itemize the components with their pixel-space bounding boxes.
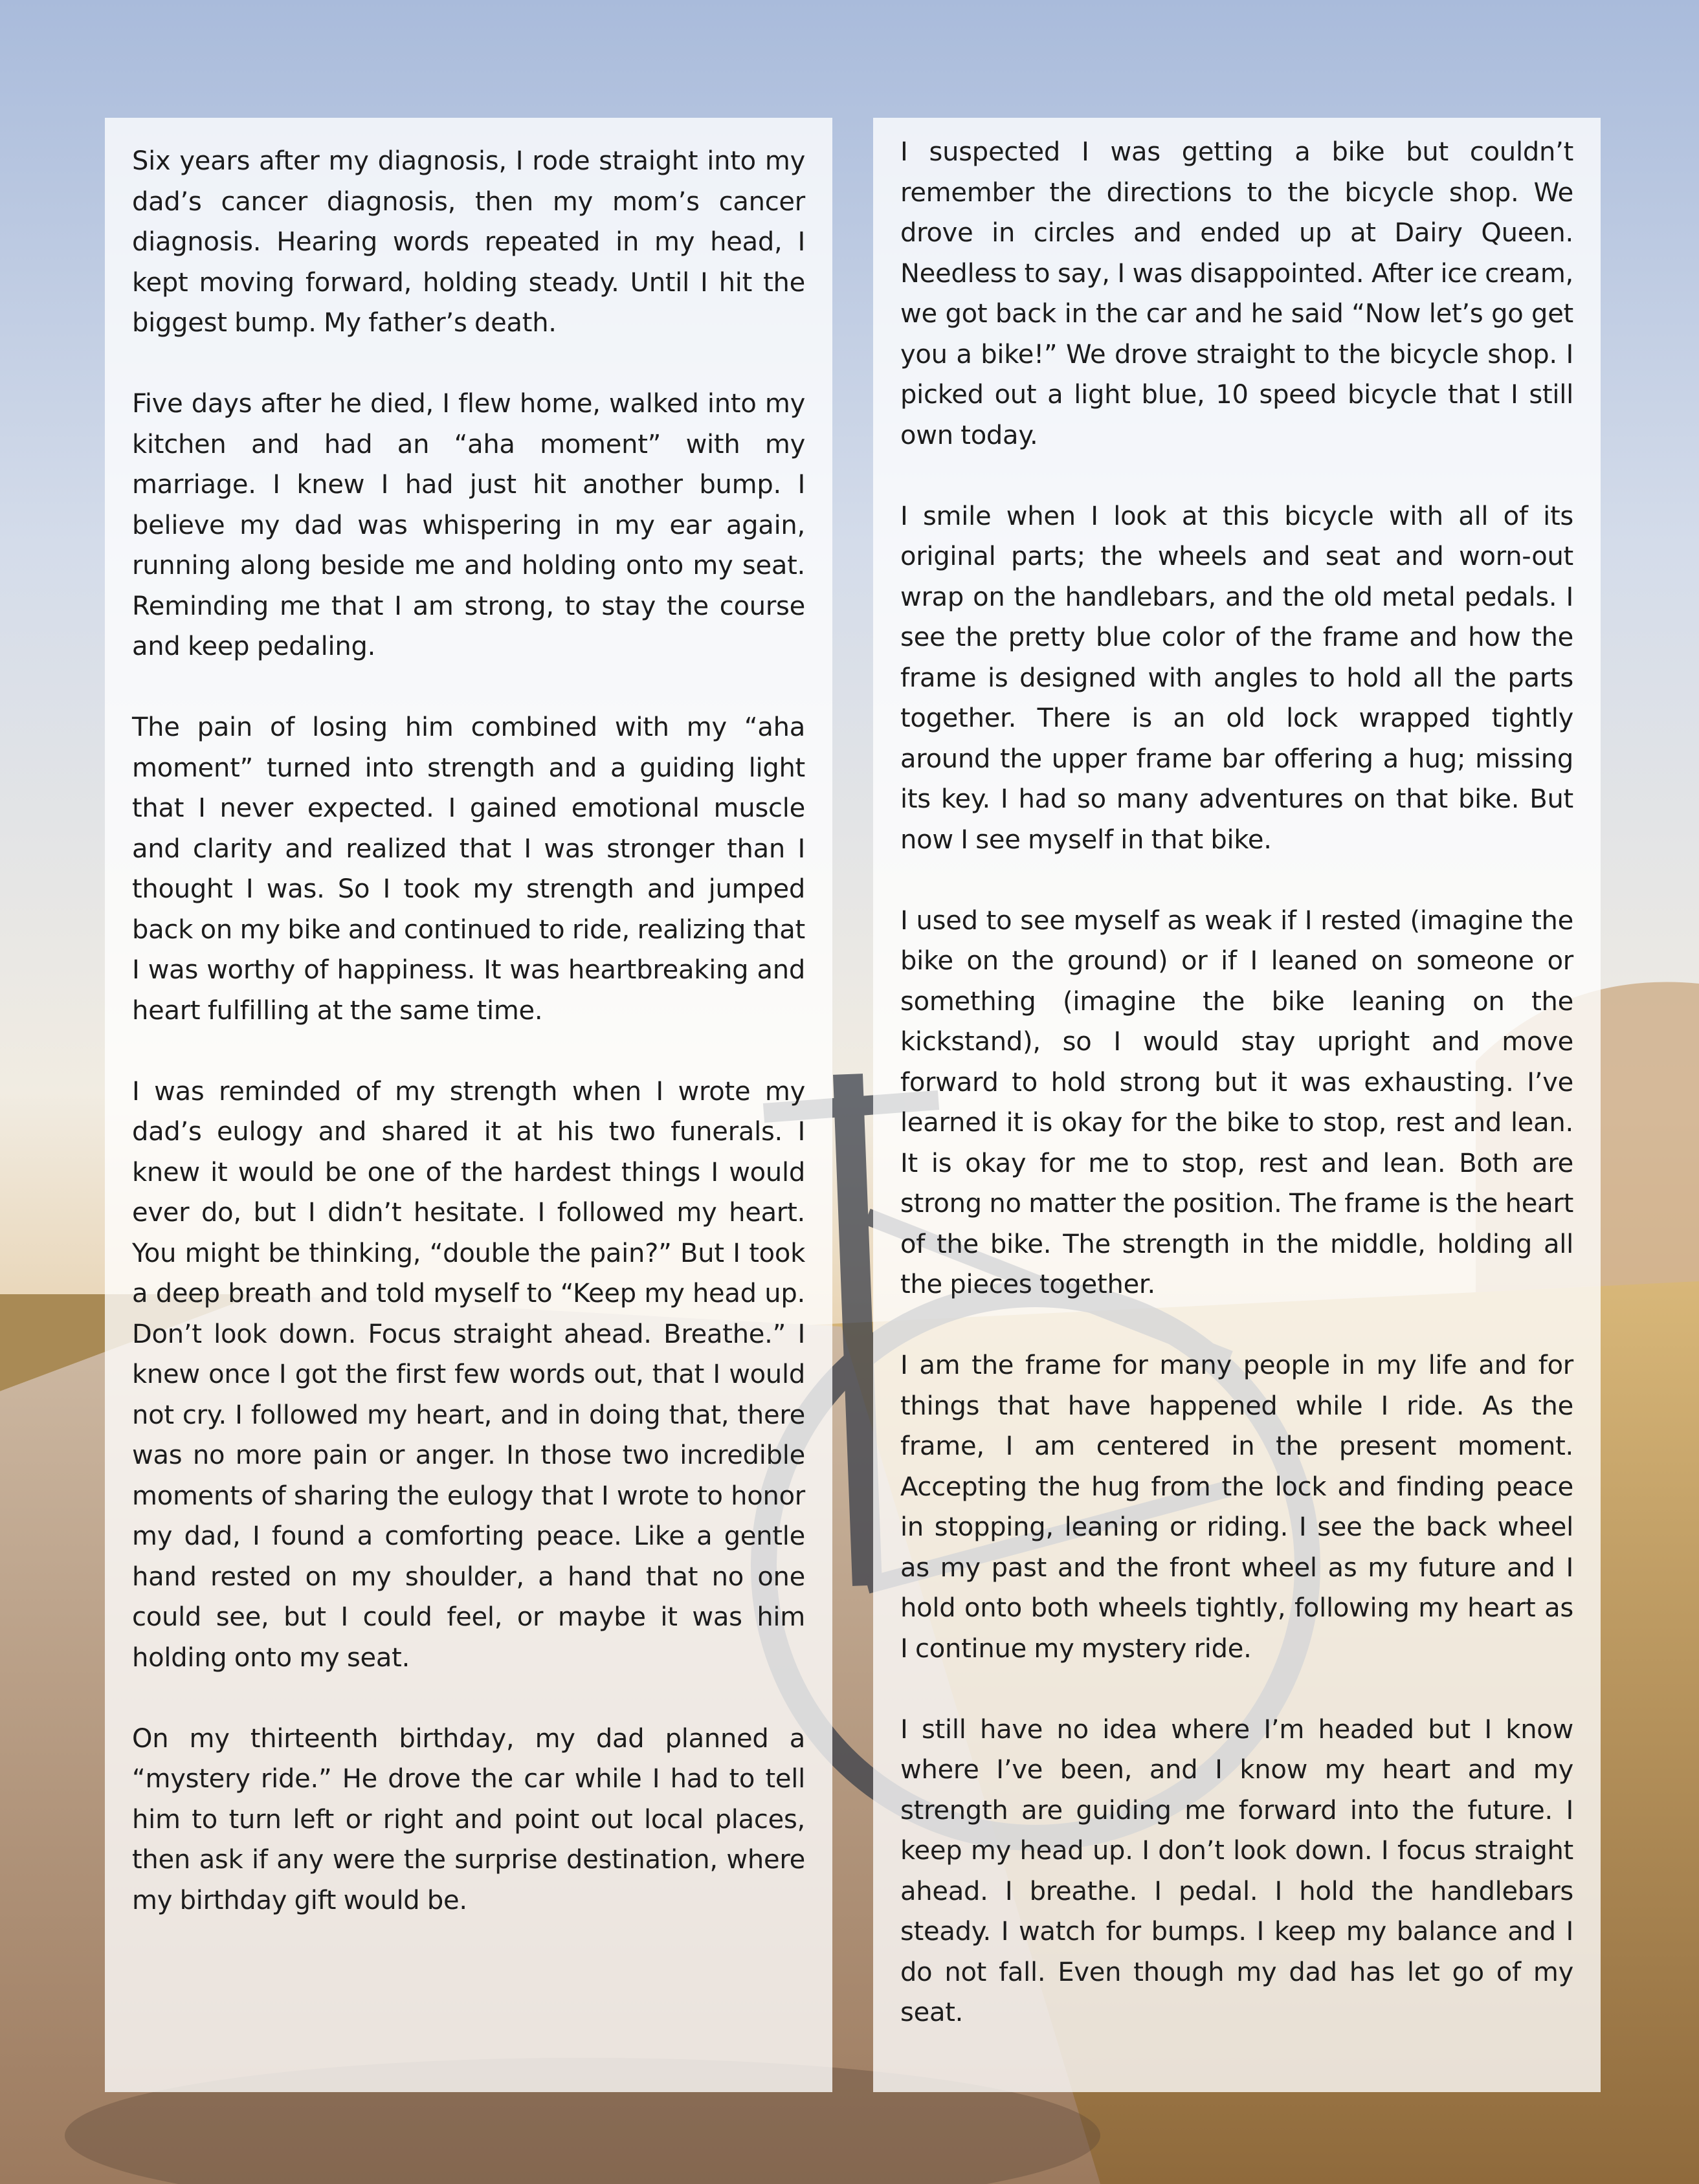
paragraph: Six years after my diagnosis, I rode straight into my dad’s cancer diagnosis, then my mom’s cancer diagnosis. Hearing words repeated in my head, I kept moving forward, holding steady. Until I hit the biggest bump. My father’s death. [132,146,805,338]
paragraph: I suspected I was getting a bike but couldn’t remember the directions to the bicycle shop. We drove in circles and ended up at Dairy Queen. Needless to say, I was disappointed. After ice cream, we got back in the car and he said “Now let’s go get you a bike!” We drove straight to the bicycle shop. I picked out a light blue, 10 speed bicycle that I still own today. [900,137,1573,450]
paragraph: Five days after he died, I flew home, walked into my kitchen and had an “aha moment” with my marriage. I knew I had just hit another bump. I believe my dad was whispering in my ear again, running along beside me and holding onto my seat. Reminding me that I am strong, to stay the course and keep pedaling. [132,389,805,661]
left-text-column [105,118,832,2092]
paragraph: On my thirteenth birthday, my dad planned a “mystery ride.” He drove the car while I had to tell him to turn left or right and point out local places, then ask if any were the surprise destination, where my birthday gift would be. [132,1723,805,1915]
paragraph: I was reminded of my strength when I wrote my dad’s eulogy and shared it at his two funerals. I knew it would be one of the hardest things I would ever do, but I didn’t hesitate. I followed my heart. You might be thinking, “double the pain?” But I took a deep breath and told myself to “Keep my head up. Don’t look down. Focus straight ahead. Breathe.” I knew once I got the first few words out, that I would not cry. I followed my heart, and in doing that, there was no more pain or anger. In those two incredible moments of sharing the eulogy that I wrote to honor my dad, I found a comforting peace. Like a gentle hand rested on my shoulder, a hand that no one could see, but I could feel, or maybe it was him holding onto my seat. [132,1076,805,1673]
paragraph: I still have no idea where I’m headed but I know where I’ve been, and I know my heart and my strength are guiding me forward into the future. I keep my head up. I don’t look down. I focus straight ahead. I breathe. I pedal. I hold the handlebars steady. I watch for bumps. I keep my balance and I do not fall. Even though my dad has let go of my seat. [900,1714,1573,2027]
paragraph: I used to see myself as weak if I rested (imagine the bike on the ground) or if I leaned on someone or something (imagine the bike leaning on the kickstand), so I would stay upright and move forward to hold strong but it was exhausting. I’ve learned it is okay for the bike to stop, rest and lean. It is okay for me to stop, rest and lean. Both are strong no matter the position. The frame is the heart of the bike. The strength in the middle, holding all the pieces together. [900,905,1573,1299]
paragraph: The pain of losing him combined with my “aha moment” turned into strength and a guiding light that I never expected. I gained emotional muscle and clarity and realized that I was stronger than I thought I was. So I took my strength and jumped back on my bike and continued to ride, realizing that I was worthy of happiness. It was heartbreaking and heart fulfilling at the same time. [132,712,805,1026]
right-text-column [873,118,1601,2092]
paragraph: I smile when I look at this bicycle with all of its original parts; the wheels and seat and worn-out wrap on the handlebars, and the old metal pedals. I see the pretty blue color of the frame and how the frame is designed with angles to hold all the parts together. There is an old lock wrapped tightly around the upper frame bar offering a hug; missing its key. I had so many adventures on that bike. But now I see myself in that bike. [900,501,1573,855]
paragraph: I am the frame for many people in my life and for things that have happened while I ride. As the frame, I am centered in the present moment. Accepting the hug from the lock and finding peace in stopping, leaning or riding. I see the back wheel as my past and the front wheel as my future and I hold onto both wheels tightly, following my heart as I continue my mystery ride. [900,1351,1573,1664]
